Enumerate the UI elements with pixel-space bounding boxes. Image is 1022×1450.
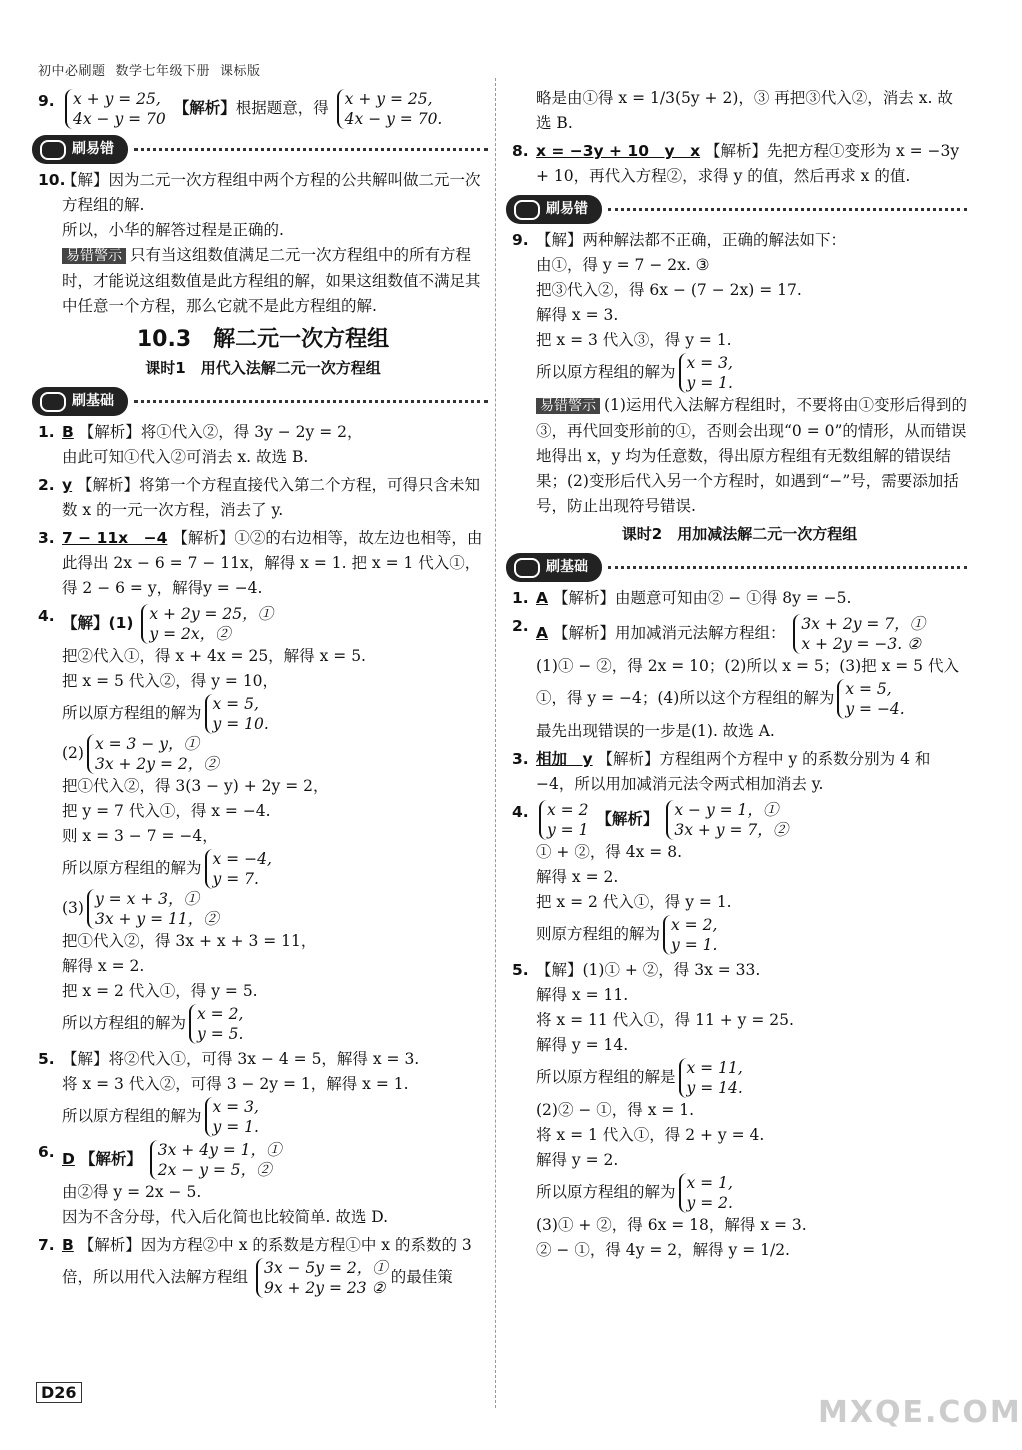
- question-4: 4. 【解】(1) x + 2y = 25，① y = 2x，② 把②代入①，得 x + 4x = 25，解得 x = 5. 把 x = 5 代入②，得 y = 10， 所以原方程组的解为 x = 5, y = 10. (2) x = 3 − y，① 3x + 2y = 2，② 把①代入②，得 3(3 − y) + 2y = 2， 把 y = 7 代入①，得 x = −4. 则 x = 3 − 7 = −4， 所以原方程组的解为 x = −4, y = 7. (3) y = x + 3，① 3x + y = 11，② 把①代入②，得 3x + x + 3 = 11， 解得 x = 2. 把 x = 2 代入①，得 y = 5. 所以方程组的解为 x = 2, y = 5.: [38, 605, 366, 1043]
- section-badge-mistakes: 刷易错: [506, 195, 967, 224]
- section-badge-basics: 刷基础: [32, 387, 488, 416]
- question-3: 3. 相加 y 【解析】方程组两个方程中 y 的系数分别为 4 和 −4，所以用加减消元法令两式相加消去 y.: [512, 750, 931, 793]
- question-10: 10. 【解】因为二元一次方程组中两个方程的公共解叫做二元一次方程组的解. 所以，小华的解答过程是正确的. 易错警示 只有当这组数值满足二元一次方程组中的所有方程时，才能说这组数值是此方程组的解，如果这组数值不满足其中任意一个方程，那么它就不是此方程组的解.: [38, 171, 481, 315]
- section-badge-basics: 刷基础: [506, 553, 967, 582]
- book-icon: [514, 558, 540, 578]
- page-header: [38, 60, 271, 79]
- section-title: 10.3 解二元一次方程组: [136, 327, 390, 352]
- lesson-title: 课时1 用代入法解二元一次方程组: [145, 359, 381, 377]
- continued-text: 略是由①得 x = 1/3(5y + 2)，③ 再把③代入②，消去 x. 故选 B.: [536, 89, 953, 132]
- question-5: 5. 【解】(1)① + ②，得 3x = 33. 解得 x = 11. 将 x = 11 代入①，得 11 + y = 25. 解得 y = 14. 所以原方程组的解是 x = 11, y = 14. (2)② − ①，得 x = 1. 将 x = 1 代入①，得 2 + y = 4. 解得 y = 2. 所以原方程组的解为 x = 1, y = 2. (3)① + ②，得 6x = 18，解得 x = 3. ② − ①，得 4y = 2，解得 y = 1/2.: [512, 961, 807, 1259]
- question-2: 2. A 【解析】用加减消元法解方程组： 3x + 2y = 7，① x + 2y = −3. ② (1)① − ②，得 2x = 10；(2)所以 x = 5；(3)把 x = 5 代入①，得 y = −4；(4)所以这个方程组的解为 x = 5, y = −4. 最先出现错误的一步是(1). 故选 A.: [512, 615, 959, 740]
- question-9: 9. 【解】两种解法都不正确，正确的解法如下： 由①，得 y = 7 − 2x. ③ 把③代入②，得 6x − (7 − 2x) = 17. 解得 x = 3. 把 x = 3 代入③，得 y = 1. 所以原方程组的解为 x = 3, y = 1. 易错警示 (1)运用代入法解方程组时，不要将由①变形后得到的③，再代回变形前的①，否则会出现“0 = 0”的情形，从而错误地得出 x，y 均为任意数，得出原方程组有无数组解的错误结果；(2)变形后代入另一个方程时，如遇到“−”号，需要添加括号，防止出现符号错误.: [512, 231, 967, 515]
- book-icon: [40, 392, 66, 412]
- column-divider: [495, 78, 496, 1408]
- question-6: 6. D 【解析】 3x + 4y = 1，① 2x − y = 5，② 由②得 y = 2x − 5. 因为不含分母，代入后化简也比较简单. 故选 D.: [38, 1141, 389, 1226]
- header-subject: 数学七年级下册: [115, 64, 211, 79]
- question-5: 5. 【解】将②代入①，可得 3x − 4 = 5，解得 x = 3. 将 x = 3 代入②，可得 3 − 2y = 1，解得 x = 1. 所以原方程组的解为 x = 3, y = 1.: [38, 1050, 420, 1136]
- question-7: 7. B 【解析】因为方程②中 x 的系数是方程①中 x 的系数的 3 倍，所以用代入法解方程组 3x − 5y = 2，① 9x + 2y = 23 ② 的最佳策: [38, 1236, 472, 1297]
- page-number: D26: [36, 1382, 82, 1403]
- question-2: 2. y 【解析】将第一个方程直接代入第二个方程，可得只含未知数 x 的一元一次方程，消去了 y.: [38, 476, 481, 519]
- header-edition: 课标版: [220, 64, 261, 79]
- warning-label: 易错警示: [536, 398, 600, 414]
- book-icon: [40, 140, 66, 160]
- warning-label: 易错警示: [62, 248, 126, 264]
- question-4: 4. x = 2 y = 1 【解析】 x − y = 1，① 3x + y = 7，② ① + ②，得 4x = 8. 解得 x = 2. 把 x = 2 代入①，得 y = 1. 则原方程组的解为 x = 2, y = 1.: [512, 801, 789, 954]
- equation-system: x + y = 25, 4x − y = 70: [65, 89, 166, 129]
- question-8: 8. x = −3y + 10 y x 【解析】先把方程①变形为 x = −3y + 10，再代入方程②，求得 y 的值，然后再求 x 的值.: [512, 142, 960, 185]
- right-column: [512, 86, 967, 1266]
- question-1: 1. B 【解析】将①代入②，得 3y − 2y = 2， 由此可知①代入②可消去 x. 故选 B.: [38, 423, 363, 466]
- watermark: MXQE.COM: [818, 1395, 1022, 1430]
- question-1: 1. A 【解析】由题意可知由② − ①得 8y = −5.: [512, 589, 852, 607]
- book-icon: [514, 200, 540, 220]
- left-column: [38, 86, 488, 1301]
- header-series: 初中必刷题: [38, 64, 106, 79]
- section-badge-mistakes: 刷易错: [32, 135, 488, 164]
- lesson-title: 课时2 用加减法解二元一次方程组: [621, 525, 858, 543]
- question-3: 3. 7 − 11x −4 【解析】①②的右边相等，故左边也相等，由此得出 2x − 6 = 7 − 11x，解得 x = 1. 把 x = 1 代入①，得 2 − 6 = y，解得y = −4.: [38, 529, 483, 597]
- question-9: 9. x + y = 25, 4x − y = 70 【解析】根据题意，得 x + y = 25, 4x − y = 70.: [38, 90, 443, 128]
